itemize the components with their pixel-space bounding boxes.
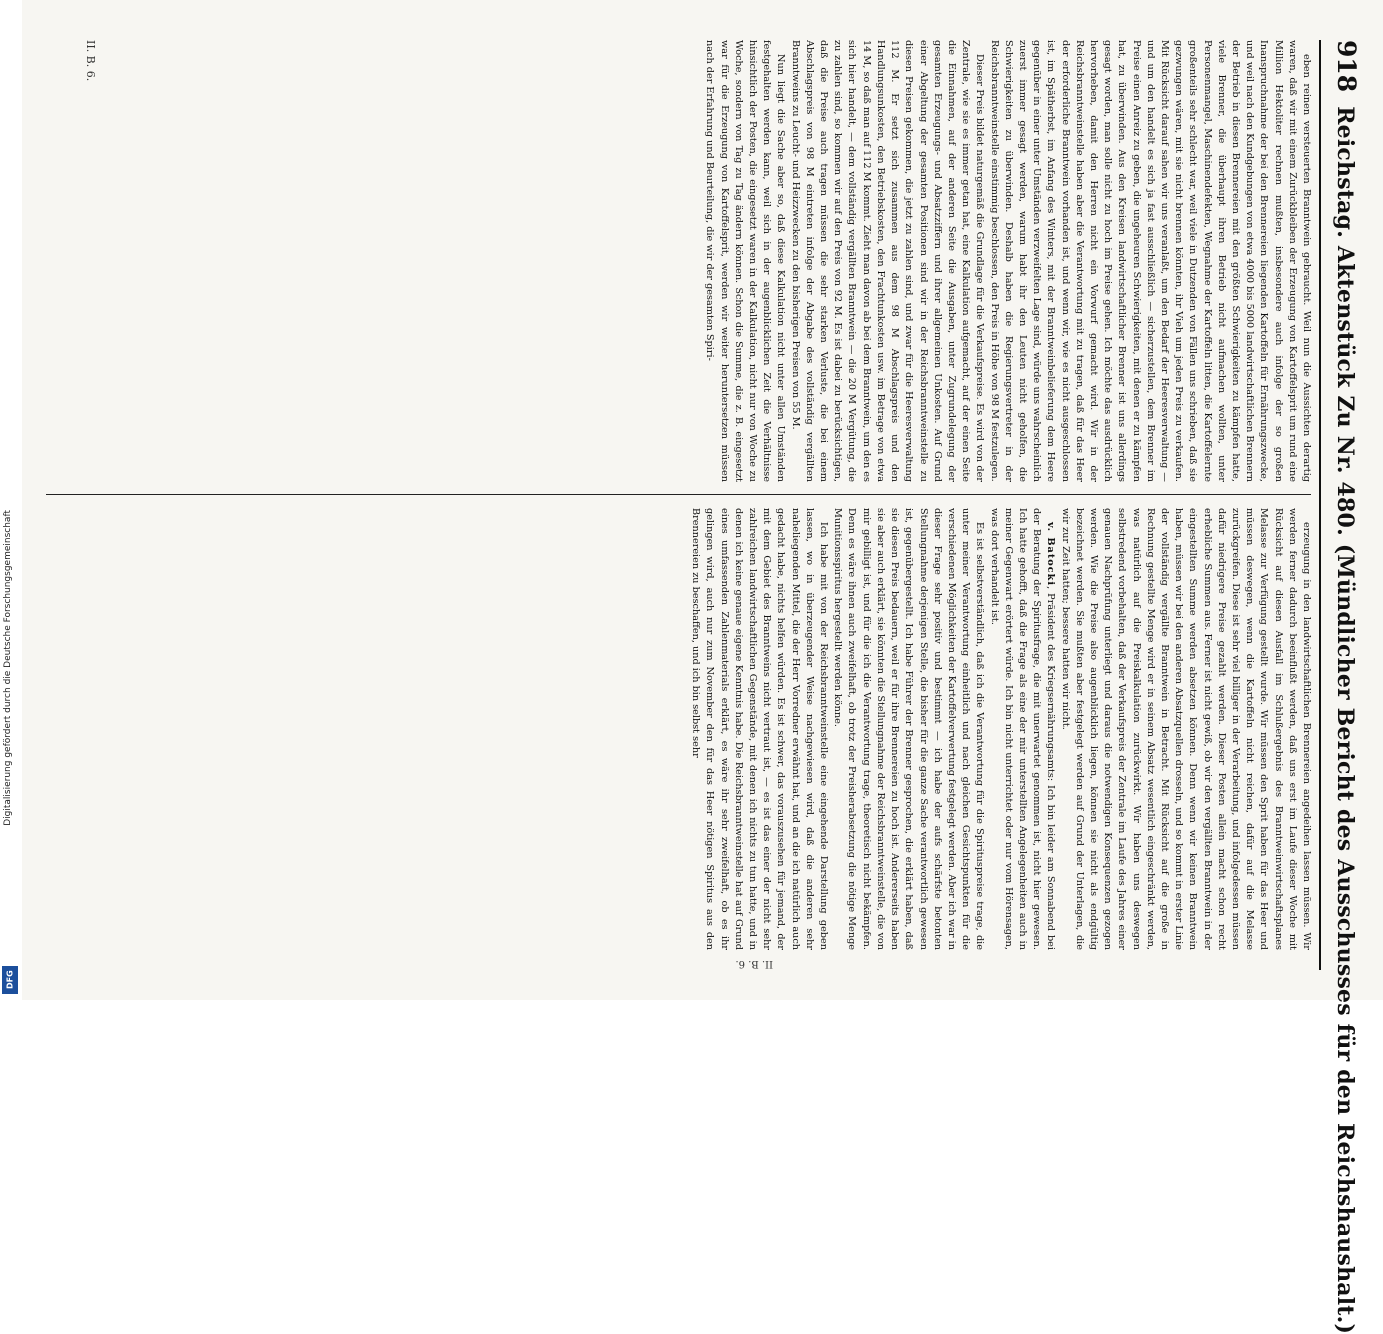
- speaker-paragraph: [986, 508, 1057, 950]
- running-title: Reichstag. Aktenstück Zu Nr. 480. (Mündlicher Bericht des Ausschusses für den Reichshaushalt.): [1332, 106, 1358, 1334]
- speaker-name: v. Batocki: [1045, 522, 1057, 587]
- page-number: 918: [1332, 40, 1361, 93]
- dfg-logo-icon: DFG: [2, 966, 18, 994]
- right-paragraph-2: Es ist selbstverständlich, daß ich die Verantwortung für die Spirituspreise trage, die unter meiner Verantwortung einheitlich und nach gleichen Gesichtspunkten für die verschiedenen Möglichkeiten der Kartoffelverwertung festgelegt werden. Aber ich war in dieser Frage sehr positiv und bestimmt — ich habe der aufs schärfste betonten Stellungnahme derjenigen Stelle, die bisher für die ganze Sache verantwortlich gewesen ist, gegenübergestellt. Ich habe Führer der Brenner gesprochen, die erklärt haben, daß sie diesen Preis bedauern, weil er für ihre Brennereien zu hoch ist. Andererseits haben sie aber auch erklärt, sie könnten die Stellungnahme der Reichsbranntweinstelle, die von mir gebilligt ist, und für die ich die Verantwortung trage, theoretisch nicht bekämpfen. Denn es wäre ihnen auch zweifelhaft, ob trotz der Preisherabsetzung die nötige Menge Munitionsspiritus hergestellt werden könne.: [832, 508, 986, 950]
- left-text-column: [43, 40, 1313, 482]
- digitization-credit-text: Digitalisierung gefördert durch die Deutsche Forschungsgemeinschaft: [3, 510, 13, 826]
- right-paragraph-3: Ich habe mit von der Reichsbranntweinstelle eine eingehende Darstellung geben lassen, wo in überzeugender Weise nachgewiesen wird, daß die anderen sehr naheliegenden Mittel, die der Herr Vorredner erwähnt hat, und an die ich natürlich auch gedacht habe, nichts helfen würden. Es ist schwer, das vorauszusehen für jemand, der mit dem Gebiet des Branntweins nicht vertraut ist, — es ist das einer der nicht sehr zahlreichen landwirtschaftlichen Gegenstände, mit denen ich nichts zu tun hatte, und in denen ich keine genaue eigene Kenntnis habe. Die Reichsbranntweinstelle hat auf Grund eines umfassenden Zahlenmaterials erklärt, es wäre ihr sehr zweifelhaft, ob es ihr gelingen wird, auch nur zum November den für das Heer nötigen Spiritus aus den Brennereien zu beschaffen, und ich bin selbst sehr: [690, 508, 830, 950]
- margin-mark-right: II. B. 6.: [735, 958, 773, 969]
- left-paragraph-1: eben reinen versteuerten Branntwein gebraucht. Weil nun die Aussichten derartig waren, daß wir mit einem Zurückbleiben der Erzeugung von Kartoffelsprit um rund eine Million Hektoliter rechnen mußten, insbesondere auch infolge der so großen Inanspruchnahme der bei den Brennereien liegenden Kartoffeln für Ernährungszwecke, und weil nach den Kundgebungen von etwa 4000 bis 5000 landwirtschaftlichen Brennern der Betrieb in diesen Brennereien mit den größten Schwierigkeiten zu kämpfen hatte, viele Brenner, die überhaupt ihren Betrieb nicht aufmachen wollten, unter Personenmangel, Maschinendefekten, Wegnahme der Kartoffeln litten, die Kartoffelernte großenteils sehr schlecht war, weil viele in Dutzenden von Fällen uns schrieben, daß sie gezwungen wären, mit sie nicht brennen könnten, ihr Vieh um jeden Preis zu verkaufen. Mit Rücksicht darauf sahen wir uns veranlaßt, um den Bedarf der Heeresverwaltung — und um den handelt es sich ja fast ausschließlich — sicherzustellen, dem Brenner im Preise einen Anreiz zu geben, die ungeheuren Schwierigkeiten, mit denen er zu kämpfen hat, zu überwinden. Aus den Kreisen landwirtschaftlicher Brenner ist uns allerdings gesagt worden, man solle nicht zu hoch im Preise gehen. Ich möchte das ausdrücklich hervorheben, damit den Herren nicht ein Vorwurf gemacht wird. Wir in der Reichsbranntweinstelle haben aber die Verantwortung mit zu tragen, daß für das Heer der erforderliche Branntwein vorhanden ist, und wenn wir, wie es nicht ausgeschlossen ist, im Spätherbst, im Anfang des Winters, mit der Branntweinbelieferung dem Heere gegenüber in einer unter Umständen verzweifelten Lage sind, würde uns wahrscheinlich zuerst immer gesagt werden, warum habt ihr den Leuten nicht geholfen, die Schwierigkeiten zu überwinden. Deshalb haben die Regierungsvertreter in der Reichsbranntweinstelle einstimmig beschlossen, den Preis in Höhe von 98 M festzulegen.: [988, 40, 1312, 482]
- running-head: [1319, 40, 1361, 1334]
- left-paragraph-3: Nun liegt die Sache aber so, daß diese Kalkulation nicht unter allen Umständen festgehalten werden kann, weil sich in der augenblicklichen Zeit die Verhältnisse hinsichtlich der Posten, die eingesetzt waren in der Kalkulation, nicht nur von Woche zu Woche, sondern von Tag zu Tag ändern können. Schon die Summe, die z. B. eingesetzt war für die Erzeugung von Kartoffelsprit, werden wir weiter heruntersetzen müssen nach der Erfahrung und Beurteilung, die wir der gesamten Spiri-: [704, 40, 787, 482]
- margin-mark-left: II. B. 6.: [84, 40, 97, 82]
- column-divider: [46, 494, 1311, 495]
- right-paragraph-1: erzeugung in den landwirtschaftlichen Brennereien angedeihen lassen müssen. Wir werden ferner dadurch beeinflußt werden, daß uns erst im Laufe dieser Woche mit Rücksicht auf diesen Ausfall im Schlußergebnis des Branntweinwirtschaftsplanes Melasse zur Verfügung gestellt wurde. Wir müssen den Sprit haben für das Heer und müssen deswegen, wenn die Kartoffeln nicht reichen, dafür auf die Melasse zurückgreifen. Diese ist sehr viel billiger in der Verarbeitung, und infolgedessen müssen dafür niedrigere Preise gezahlt werden. Dieser Posten allein macht schon recht erhebliche Summen aus. Ferner ist nicht gewiß, ob wir den vergällten Branntwein in der eingestellten Summe werden absetzen können. Denn wenn wir keinen Branntwein haben, müssen wir bei den anderen Absatzquellen drosseln, und so kommt in erster Linie der vollständig vergällte Branntwein in Betracht. Mit Rücksicht auf die große in Rechnung gestellte Menge wird er in seinem Absatz wesentlich eingeschränkt werden, was natürlich auf die Preiskalkulation zurückwirkt. Wir haben uns deswegen selbstredend vorbehalten, daß der Verkaufspreis der Zentrale im Laufe des Jahres einer genauen Nachprüfung unterliegt und daraus die notwendigen Konsequenzen gezogen werden. Wie die Preise also augenblicklich liegen, können sie nicht als endgültig bezeichnet werden. Sie mußten aber festgelegt werden auf Grund der Unterlagen, die wir zur Zeit hatten; bessere hatten wir nicht.: [1059, 508, 1312, 950]
- digitization-credit-bar: [0, 0, 22, 1000]
- right-text-column: [43, 508, 1313, 950]
- left-paragraph-2: Dieser Preis bildet naturgemäß die Grundlage für die Verkaufspreise. Es wird von der Zentrale, wie sie es immer getan hat, eine Kalkulation aufgemacht, auf der einen Seite die Einnahmen, auf der anderen Seite die Ausgaben, unter Zugrundelegung der gesamten Erzeugungs- und Absatzziffern und ihrer allgemeinen Unkosten. Auf Grund einer Abgeltung der gesamten Positionen sind wir in der Reichsbranntweinstelle zu diesen Preisen gekommen, die jetzt zu zahlen sind, und zwar für die Heeresverwaltung 112 M. Er setzt sich zusammen aus dem 98 M Abschlagspreis und den Handlungsunkosten, den Betriebskosten, den Frachtunkosten usw. im Betrage von etwa 14 M, so daß man auf 112 M kommt. Zieht man davon ab bei dem Branntwein, um den es sich hier handelt, — dem vollständig vergällten Branntwein — die 20 M Vergütung, die zu zahlen sind, so kommen wir auf den Preis von 92 M. Es ist dabei zu berücksichtigen, daß die Preise auch tragen müssen die sehr starken Verluste, die bei einem Abschlagspreis von 98 M eintreten infolge der Abgabe des vollständig vergällten Branntweins zu Leucht- und Heizzwecken zu den bisherigen Preisen von 55 M.: [789, 40, 986, 482]
- speaker-statement: , Präsident des Kriegsernährungsamts: Ich bin leider am Sonnabend bei der Beratung der Spiritusfrage, die mit unerwartet genommen ist, nicht hier gewesen. Ich hatte gehofft, daß die Frage als eine der mir unterstellten Angelegenheiten auch in meiner Gegenwart erörtert würde. Ich bin nicht unterrichtet oder nur vom Hörensagen, was dort verhandelt ist.: [988, 508, 1057, 950]
